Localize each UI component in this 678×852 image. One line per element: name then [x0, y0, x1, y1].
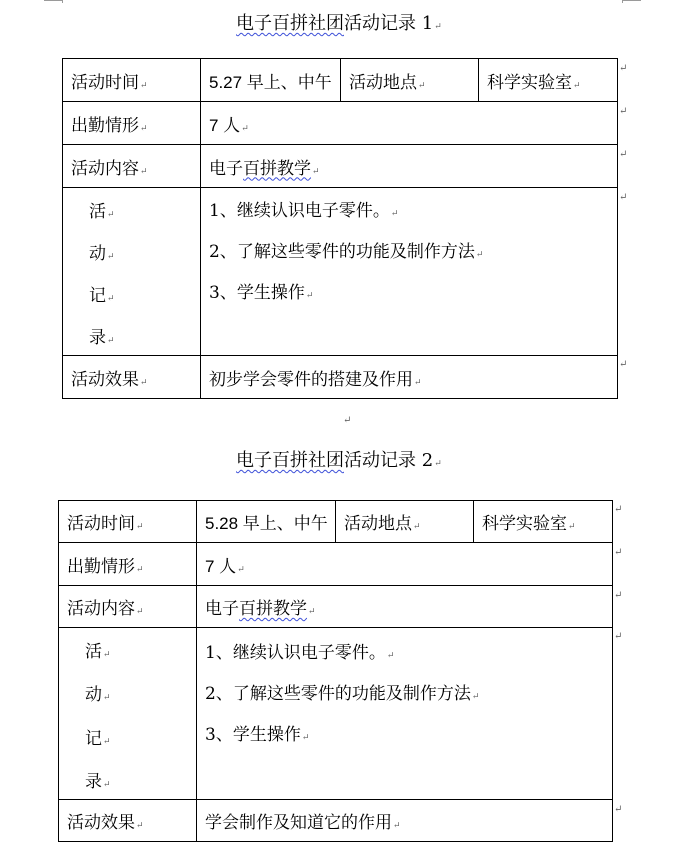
attendance-label: 出勤情形 [67, 556, 135, 577]
time-row [59, 501, 613, 543]
row-end-mark: ↵ [619, 106, 628, 117]
paragraph-mark: ↵ [241, 123, 249, 134]
row-end-mark: ↵ [614, 631, 623, 642]
effect-label: 活动效果 [71, 369, 139, 390]
paragraph-mark: ↵ [140, 377, 148, 388]
record-2-table [58, 500, 613, 842]
place-value: 科学实验室 [487, 72, 572, 93]
record-row [63, 188, 618, 356]
paragraph-mark: ↵ [136, 607, 144, 617]
time-label-cell [63, 59, 201, 102]
paragraph-mark: ↵ [434, 459, 442, 469]
record-char: 记 [85, 728, 102, 749]
content-row [63, 145, 618, 188]
paragraph-mark: ↵ [103, 780, 111, 791]
paragraph-mark: ↵ [140, 80, 148, 91]
content-row [59, 586, 613, 628]
row-end-mark: ↵ [614, 804, 623, 815]
content-value-prefix: 电子 [205, 599, 239, 619]
record-lines [209, 189, 617, 355]
effect-label-cell [63, 356, 201, 399]
paragraph-mark: ↵ [140, 123, 148, 134]
paragraph-mark: ↵ [308, 607, 316, 617]
paragraph-mark: ↵ [414, 377, 422, 388]
content-label: 活动内容 [67, 599, 135, 619]
place-value-cell [479, 59, 618, 102]
record-char: 动 [85, 685, 102, 706]
paragraph-mark: ↵ [312, 166, 320, 177]
row-end-mark: ↵ [619, 63, 628, 74]
time-row [63, 59, 618, 102]
paragraph-mark: ↵ [136, 522, 144, 532]
attendance-label: 出勤情形 [71, 115, 139, 136]
time-value-cell [197, 501, 336, 543]
record-line: 3、学生操作↵ [209, 282, 314, 303]
record-line: 2、了解这些零件的功能及制作方法↵ [209, 241, 484, 262]
row-end-mark: ↵ [614, 590, 623, 601]
crop-mark-right [622, 0, 641, 3]
time-value: 5.27 早上、中午 [209, 72, 332, 92]
effect-label: 活动效果 [67, 813, 135, 833]
record-2-title [236, 449, 442, 476]
place-label: 活动地点 [344, 514, 412, 534]
effect-value-cell [201, 356, 618, 399]
attendance-value: 7 人 [209, 115, 241, 135]
record-char: 活 [85, 641, 102, 662]
content-value-squiggle: 百拼教学 [239, 599, 307, 619]
record-1-title-prefix: 电子百拼社团 [236, 13, 344, 34]
paragraph-mark: ↵ [107, 251, 115, 262]
time-label: 活动时间 [71, 72, 139, 93]
row-end-mark: ↵ [614, 504, 623, 515]
record-char: 录 [89, 328, 106, 349]
record-vertical-label [59, 629, 196, 799]
record-char: 动 [89, 243, 106, 264]
record-line: 1、继续认识电子零件。↵ [209, 200, 399, 221]
record-line: 1、继续认识电子零件。↵ [205, 642, 395, 663]
content-label: 活动内容 [71, 158, 139, 179]
record-1-title-suffix: 活动记录 1 [344, 13, 434, 34]
paragraph-mark: ↵ [136, 564, 144, 575]
attendance-value: 7 人 [205, 556, 237, 576]
paragraph-mark: ↵ [136, 821, 144, 831]
content-value-cell [197, 586, 613, 628]
paragraph-mark: ↵ [103, 649, 111, 660]
crop-mark-left [44, 0, 63, 3]
row-end-mark: ↵ [614, 547, 623, 558]
content-label-cell [59, 586, 197, 628]
paragraph-mark: ↵ [103, 693, 111, 704]
paragraph-mark: ↵ [434, 22, 442, 32]
place-value-cell [474, 501, 613, 543]
effect-value: 初步学会零件的搭建及作用 [209, 369, 413, 390]
record-row [59, 628, 613, 800]
row-end-mark: ↵ [619, 192, 628, 203]
record-lines-cell [197, 628, 613, 800]
attendance-label-cell [63, 102, 201, 145]
record-lines [205, 631, 612, 797]
attendance-row [63, 102, 618, 145]
record-2-title-prefix: 电子百拼社团 [236, 450, 344, 471]
effect-row [59, 800, 613, 842]
paragraph-mark: ↵ [140, 166, 148, 177]
record-char: 活 [89, 201, 106, 222]
record-2-title-suffix: 活动记录 2 [344, 450, 434, 471]
record-lines-cell [201, 188, 618, 356]
time-value: 5.28 早上、中午 [205, 514, 328, 533]
effect-value: 学会制作及知道它的作用 [205, 813, 392, 833]
time-value-cell [201, 59, 341, 102]
attendance-label-cell [59, 543, 197, 586]
paragraph-mark: ↵ [107, 209, 115, 220]
record-line: 3、学生操作↵ [205, 724, 310, 745]
row-end-mark: ↵ [619, 149, 628, 160]
place-label-cell [341, 59, 479, 102]
paragraph-mark: ↵ [568, 522, 576, 532]
paragraph-mark: ↵ [107, 294, 115, 305]
attendance-row [59, 543, 613, 586]
attendance-value-cell [197, 543, 613, 586]
content-value-prefix: 电子 [209, 158, 243, 179]
place-label: 活动地点 [349, 72, 417, 93]
content-value-squiggle: 百拼教学 [243, 158, 311, 179]
paragraph-mark: ↵ [393, 821, 401, 831]
paragraph-mark: ↵ [343, 415, 352, 426]
record-char: 录 [85, 772, 102, 793]
time-label: 活动时间 [67, 514, 135, 534]
time-label-cell [59, 501, 197, 543]
paragraph-mark: ↵ [418, 80, 426, 91]
record-1-table [62, 58, 618, 399]
place-value: 科学实验室 [482, 514, 567, 534]
attendance-value-cell [201, 102, 618, 145]
record-label-cell [59, 628, 197, 800]
paragraph-mark: ↵ [413, 522, 421, 532]
record-label-cell [63, 188, 201, 356]
content-value-cell [201, 145, 618, 188]
paragraph-mark: ↵ [107, 336, 115, 347]
effect-value-cell [197, 800, 613, 842]
record-char: 记 [89, 286, 106, 307]
content-label-cell [63, 145, 201, 188]
effect-row [63, 356, 618, 399]
row-end-mark: ↵ [619, 359, 628, 370]
paragraph-mark: ↵ [103, 736, 111, 747]
effect-label-cell [59, 800, 197, 842]
record-vertical-label [63, 189, 200, 355]
paragraph-mark: ↵ [237, 564, 245, 575]
place-label-cell [336, 501, 474, 543]
paragraph-mark: ↵ [573, 80, 581, 91]
record-line: 2、了解这些零件的功能及制作方法↵ [205, 683, 480, 704]
record-1-title [236, 12, 442, 39]
